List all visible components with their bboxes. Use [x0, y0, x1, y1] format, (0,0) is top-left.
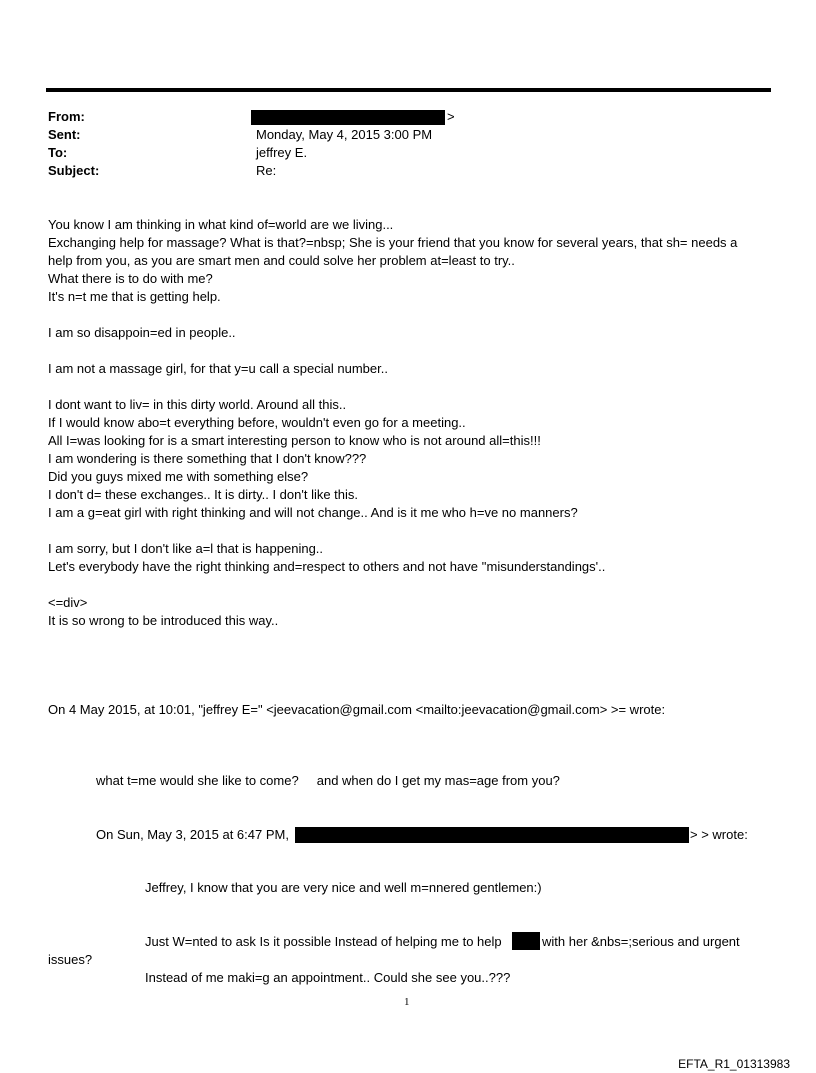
body-line: <=div> [48, 595, 88, 610]
to-value: jeffrey E. [256, 145, 308, 160]
body-line: Let's everybody have the right thinking and=respect to others and not have ''misunderstandings'.. [48, 559, 606, 574]
body-line: I am wondering is there something that I don't know??? [48, 451, 367, 466]
quote2-attribution-prefix: On Sun, May 3, 2015 at 6:47 PM, [96, 827, 289, 842]
from-label: From: [48, 109, 85, 124]
body-line: You know I am thinking in what kind of=world are we living... [48, 217, 394, 232]
body-line: I am sorry, but I don't like a=l that is happening.. [48, 541, 324, 556]
header-rule [46, 88, 771, 92]
quote2-line: Just W=nted to ask Is it possible Instead of helping me to help [145, 934, 502, 949]
sent-label: Sent: [48, 127, 81, 142]
quote2-line: issues? [48, 952, 93, 967]
body-line: I dont want to liv= in this dirty world. Around all this.. [48, 397, 347, 412]
quote2-line: with her &nbs=;serious and urgent [542, 934, 740, 949]
quote2-line: Jeffrey, I know that you are very nice and well m=nnered gentlemen:) [145, 880, 542, 895]
body-line: I don't d= these exchanges.. It is dirty.. I don't like this. [48, 487, 359, 502]
body-line: Did you guys mixed me with something else? [48, 469, 309, 484]
page-number: 1 [404, 996, 410, 1008]
quote1-attribution: On 4 May 2015, at 10:01, "jeffrey E=" <jeevacation@gmail.com <mailto:jeevacation@gmail.com> >= wrote: [48, 702, 666, 717]
sent-value: Monday, May 4, 2015 3:00 PM [256, 127, 433, 142]
quote2-line: Instead of me maki=g an appointment.. Could she see you..??? [145, 970, 511, 985]
body-line: It's n=t me that is getting help. [48, 289, 221, 304]
quote2-attribution-suffix: > > wrote: [690, 827, 748, 842]
bates-number: EFTA_R1_01313983 [678, 1057, 790, 1071]
body-line: What there is to do with me? [48, 271, 213, 286]
subject-label: Subject: [48, 163, 100, 178]
body-line: It is so wrong to be introduced this way.. [48, 613, 279, 628]
redacted-sender [251, 110, 445, 125]
body-line: All I=was looking for is a smart interesting person to know who is not around all=this!!! [48, 433, 541, 448]
body-line: help from you, as you are smart men and could solve her problem at=least to try.. [48, 253, 515, 268]
redacted-name [512, 932, 540, 950]
body-line: I am a g=eat girl with right thinking and will not change.. And is it me who h=ve no manners? [48, 505, 578, 520]
subject-value: Re: [256, 163, 277, 178]
body-line: I am so disappoin=ed in people.. [48, 325, 236, 340]
to-label: To: [48, 145, 68, 160]
redacted-correspondent [295, 827, 689, 843]
from-suffix: > [447, 109, 455, 124]
body-line: I am not a massage girl, for that y=u call a special number.. [48, 361, 388, 376]
quote1-text: what t=me would she like to come? and when do I get my mas=age from you? [96, 773, 560, 788]
body-line: If I would know abo=t everything before, wouldn't even go for a meeting.. [48, 415, 466, 430]
body-line: Exchanging help for massage? What is that?=nbsp; She is your friend that you know for several years, that sh= needs a [48, 235, 738, 250]
